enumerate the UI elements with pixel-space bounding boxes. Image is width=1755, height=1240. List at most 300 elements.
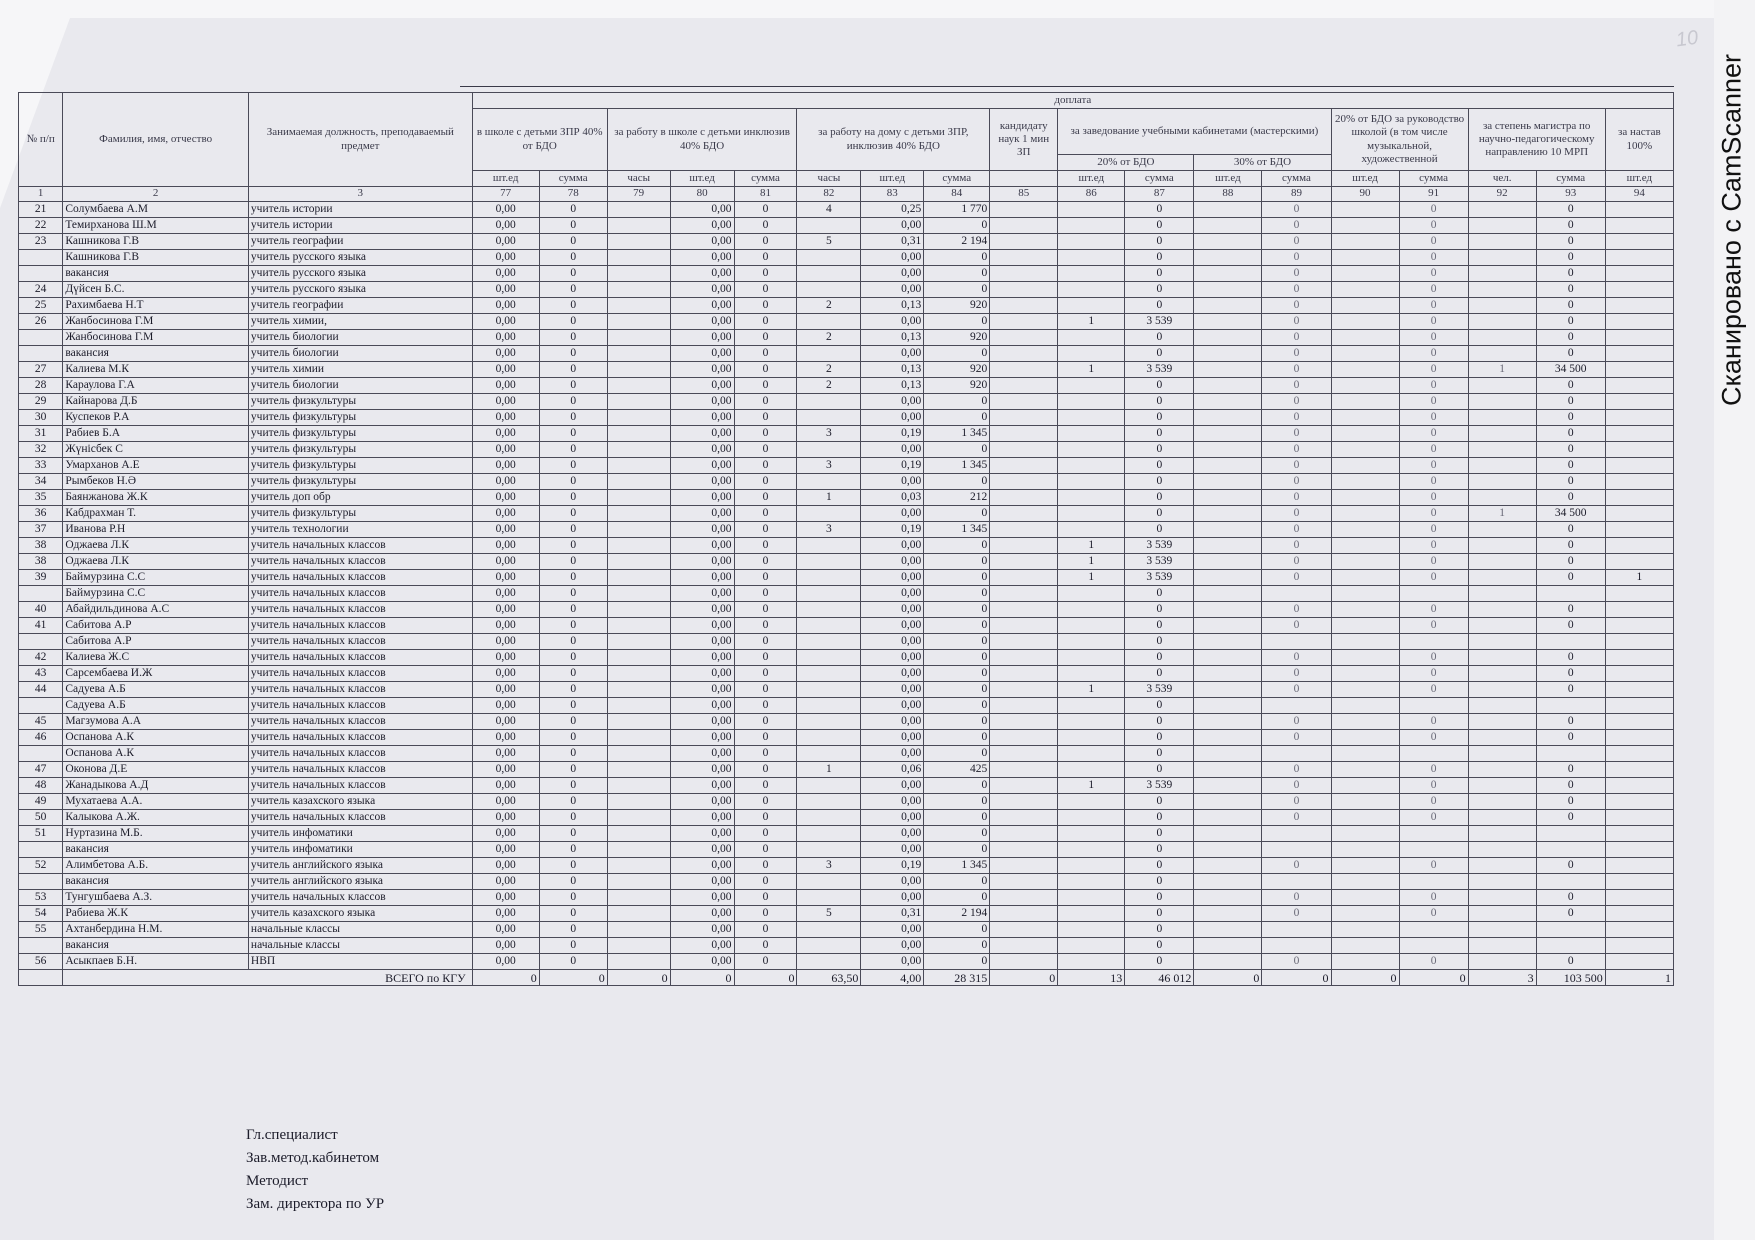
value-cell: 0 xyxy=(924,666,990,682)
value-cell: 0,00 xyxy=(670,842,734,858)
value-cell: 0 xyxy=(539,842,607,858)
value-cell xyxy=(1605,602,1673,618)
value-cell: 0 xyxy=(1262,906,1331,922)
value-cell xyxy=(1536,826,1605,842)
value-cell xyxy=(1468,250,1536,266)
value-cell: 0 xyxy=(734,810,797,826)
position-cell: учитель технологии xyxy=(248,522,472,538)
value-cell: 0 xyxy=(539,682,607,698)
value-cell: 0 xyxy=(924,650,990,666)
value-cell: 0 xyxy=(924,586,990,602)
value-cell: 0,00 xyxy=(472,378,539,394)
value-cell: 0 xyxy=(539,586,607,602)
value-cell: 0,00 xyxy=(861,810,924,826)
value-cell: 0 xyxy=(924,538,990,554)
value-cell xyxy=(1194,250,1262,266)
value-cell xyxy=(1605,282,1673,298)
value-cell: 0,00 xyxy=(670,314,734,330)
value-cell xyxy=(1058,810,1125,826)
value-cell xyxy=(1194,890,1262,906)
value-cell: 0 xyxy=(1262,346,1331,362)
value-cell: 0 xyxy=(539,922,607,938)
value-cell xyxy=(1331,394,1399,410)
value-cell: 0 xyxy=(1125,634,1194,650)
value-cell xyxy=(1605,362,1673,378)
value-cell xyxy=(1194,442,1262,458)
value-cell: 0,00 xyxy=(472,746,539,762)
value-cell: 0 xyxy=(924,442,990,458)
value-cell: 0,00 xyxy=(472,506,539,522)
position-cell: учитель начальных классов xyxy=(248,698,472,714)
table-row xyxy=(19,682,1674,698)
value-cell xyxy=(1331,538,1399,554)
value-cell: 0 xyxy=(1399,506,1468,522)
value-cell xyxy=(1331,794,1399,810)
value-cell xyxy=(797,922,861,938)
value-cell: 0,19 xyxy=(861,426,924,442)
header-g4: кандидату наук 1 мин ЗП xyxy=(990,109,1058,171)
row-number: 38 xyxy=(19,554,63,570)
table-row xyxy=(19,906,1674,922)
table-row xyxy=(19,874,1674,890)
value-cell xyxy=(607,714,670,730)
value-cell: 0 xyxy=(1125,890,1194,906)
value-cell: 0 xyxy=(1125,602,1194,618)
value-cell: 0 xyxy=(1262,730,1331,746)
value-cell xyxy=(1058,666,1125,682)
value-cell: 0 xyxy=(1536,394,1605,410)
value-cell xyxy=(990,442,1058,458)
value-cell xyxy=(1058,586,1125,602)
value-cell xyxy=(990,314,1058,330)
total-cell: 103 500 xyxy=(1536,970,1605,986)
value-cell: 0 xyxy=(924,954,990,970)
value-cell: 0 xyxy=(1262,234,1331,250)
value-cell: 0 xyxy=(539,458,607,474)
value-cell: 0 xyxy=(1262,394,1331,410)
value-cell: 0 xyxy=(1262,410,1331,426)
value-cell xyxy=(797,266,861,282)
value-cell: 0 xyxy=(539,746,607,762)
value-cell xyxy=(797,682,861,698)
value-cell: 0 xyxy=(1262,522,1331,538)
value-cell xyxy=(990,458,1058,474)
value-cell xyxy=(1399,586,1468,602)
value-cell xyxy=(1605,298,1673,314)
value-cell: 0 xyxy=(1399,682,1468,698)
value-cell: 0 xyxy=(1536,682,1605,698)
row-number: 50 xyxy=(19,810,63,826)
value-cell: 0 xyxy=(539,538,607,554)
value-cell xyxy=(1058,826,1125,842)
row-number: 31 xyxy=(19,426,63,442)
value-cell xyxy=(1058,522,1125,538)
column-number: 80 xyxy=(670,187,734,202)
value-cell: 0,00 xyxy=(861,874,924,890)
employee-name: Сабитова А.Р xyxy=(63,634,249,650)
row-number: 39 xyxy=(19,570,63,586)
value-cell: 0 xyxy=(1536,762,1605,778)
value-cell: 0 xyxy=(539,314,607,330)
value-cell: 0,00 xyxy=(861,714,924,730)
value-cell: 0,00 xyxy=(472,682,539,698)
value-cell xyxy=(990,794,1058,810)
value-cell: 0 xyxy=(1536,266,1605,282)
value-cell: 0 xyxy=(734,650,797,666)
value-cell xyxy=(1399,826,1468,842)
value-cell: 0 xyxy=(539,474,607,490)
value-cell: 0 xyxy=(1262,890,1331,906)
value-cell: 0 xyxy=(734,442,797,458)
value-cell: 0 xyxy=(539,234,607,250)
value-cell: 0 xyxy=(539,666,607,682)
value-cell: 5 xyxy=(797,906,861,922)
value-cell: 212 xyxy=(924,490,990,506)
value-cell xyxy=(1468,346,1536,362)
value-cell xyxy=(1262,922,1331,938)
value-cell: 0 xyxy=(924,266,990,282)
value-cell: 920 xyxy=(924,330,990,346)
scan-border xyxy=(0,0,1714,18)
value-cell: 0 xyxy=(1125,698,1194,714)
value-cell: 1 xyxy=(1058,682,1125,698)
employee-name: Кабдрахман Т. xyxy=(63,506,249,522)
value-cell: 0 xyxy=(1262,330,1331,346)
value-cell xyxy=(1194,634,1262,650)
subheader-cell: шт.ед xyxy=(1194,171,1262,187)
value-cell: 0 xyxy=(734,250,797,266)
value-cell: 0,00 xyxy=(861,442,924,458)
position-cell: учитель биологии xyxy=(248,330,472,346)
value-cell: 0 xyxy=(539,266,607,282)
value-cell xyxy=(797,890,861,906)
value-cell xyxy=(990,234,1058,250)
value-cell: 0 xyxy=(1125,858,1194,874)
value-cell: 0 xyxy=(1399,202,1468,218)
value-cell xyxy=(607,522,670,538)
header-g5: за заведование учебными кабинетами (мастерскими) xyxy=(1058,109,1331,155)
value-cell: 0,00 xyxy=(472,490,539,506)
value-cell xyxy=(1605,202,1673,218)
value-cell: 0 xyxy=(1536,538,1605,554)
value-cell: 0 xyxy=(734,362,797,378)
value-cell xyxy=(1331,554,1399,570)
value-cell: 0,00 xyxy=(670,714,734,730)
value-cell: 0 xyxy=(734,378,797,394)
value-cell: 0,00 xyxy=(472,826,539,842)
column-number: 79 xyxy=(607,187,670,202)
value-cell: 0 xyxy=(1399,490,1468,506)
value-cell: 1 xyxy=(797,762,861,778)
value-cell: 3 539 xyxy=(1125,314,1194,330)
value-cell xyxy=(1331,762,1399,778)
value-cell xyxy=(990,250,1058,266)
value-cell xyxy=(1058,202,1125,218)
value-cell xyxy=(1194,522,1262,538)
value-cell: 0 xyxy=(1399,554,1468,570)
value-cell: 0 xyxy=(1262,570,1331,586)
value-cell xyxy=(607,826,670,842)
value-cell: 0,00 xyxy=(472,842,539,858)
value-cell: 0,00 xyxy=(861,554,924,570)
value-cell xyxy=(1331,906,1399,922)
position-cell: учитель начальных классов xyxy=(248,778,472,794)
value-cell: 0,00 xyxy=(670,218,734,234)
position-cell: учитель начальных классов xyxy=(248,602,472,618)
value-cell xyxy=(990,202,1058,218)
table-row xyxy=(19,842,1674,858)
value-cell: 0 xyxy=(1399,282,1468,298)
value-cell xyxy=(1058,266,1125,282)
value-cell: 0 xyxy=(1125,906,1194,922)
value-cell xyxy=(1399,874,1468,890)
position-cell: учитель русского языка xyxy=(248,282,472,298)
value-cell xyxy=(1262,826,1331,842)
value-cell: 0,00 xyxy=(472,618,539,634)
value-cell: 0 xyxy=(924,826,990,842)
value-cell xyxy=(1605,346,1673,362)
value-cell: 0 xyxy=(1399,794,1468,810)
value-cell: 0,00 xyxy=(472,954,539,970)
position-cell: учитель начальных классов xyxy=(248,746,472,762)
value-cell: 0 xyxy=(1399,474,1468,490)
signature-line: Зав.метод.кабинетом xyxy=(246,1150,380,1166)
value-cell: 0 xyxy=(1262,810,1331,826)
value-cell xyxy=(607,666,670,682)
column-number: 81 xyxy=(734,187,797,202)
value-cell: 0,00 xyxy=(670,506,734,522)
value-cell xyxy=(1605,746,1673,762)
table-row xyxy=(19,298,1674,314)
value-cell xyxy=(1605,266,1673,282)
value-cell: 0 xyxy=(924,570,990,586)
value-cell xyxy=(607,778,670,794)
value-cell xyxy=(1468,906,1536,922)
subheader-cell: шт.ед xyxy=(1331,171,1399,187)
value-cell: 0,13 xyxy=(861,362,924,378)
value-cell xyxy=(607,282,670,298)
employee-name: Рабиева Ж.К xyxy=(63,906,249,922)
employee-name: Солумбаева А.М xyxy=(63,202,249,218)
value-cell xyxy=(1468,730,1536,746)
value-cell xyxy=(1605,842,1673,858)
table-row xyxy=(19,618,1674,634)
value-cell xyxy=(1331,282,1399,298)
value-cell: 1 xyxy=(1468,362,1536,378)
value-cell xyxy=(1058,954,1125,970)
value-cell: 0 xyxy=(539,778,607,794)
employee-name: Тунгушбаева А.З. xyxy=(63,890,249,906)
total-cell: 0 xyxy=(607,970,670,986)
total-cell: 3 xyxy=(1468,970,1536,986)
value-cell xyxy=(1468,842,1536,858)
value-cell xyxy=(1536,586,1605,602)
value-cell: 0,00 xyxy=(861,218,924,234)
value-cell xyxy=(1331,874,1399,890)
value-cell: 0 xyxy=(539,794,607,810)
value-cell: 0 xyxy=(734,474,797,490)
value-cell: 0,00 xyxy=(670,410,734,426)
value-cell xyxy=(1194,682,1262,698)
value-cell: 0,00 xyxy=(670,682,734,698)
total-cell: 28 315 xyxy=(924,970,990,986)
value-cell: 0,00 xyxy=(861,266,924,282)
subheader-cell: сумма xyxy=(1536,171,1605,187)
value-cell xyxy=(990,842,1058,858)
value-cell: 0,13 xyxy=(861,298,924,314)
value-cell xyxy=(607,330,670,346)
column-number: 85 xyxy=(990,187,1058,202)
value-cell: 0 xyxy=(734,570,797,586)
value-cell xyxy=(1605,890,1673,906)
column-number: 1 xyxy=(19,187,63,202)
position-cell: учитель начальных классов xyxy=(248,810,472,826)
total-cell: 0 xyxy=(734,970,797,986)
value-cell: 0,00 xyxy=(861,666,924,682)
value-cell: 0,00 xyxy=(670,778,734,794)
value-cell xyxy=(1262,842,1331,858)
value-cell xyxy=(990,730,1058,746)
employee-name: вакансия xyxy=(63,842,249,858)
signatures xyxy=(246,1124,384,1216)
value-cell: 1 345 xyxy=(924,522,990,538)
value-cell: 0,00 xyxy=(670,442,734,458)
value-cell xyxy=(1331,202,1399,218)
row-number: 29 xyxy=(19,394,63,410)
value-cell: 0 xyxy=(924,714,990,730)
value-cell: 0 xyxy=(924,506,990,522)
value-cell: 0 xyxy=(924,874,990,890)
column-number: 84 xyxy=(924,187,990,202)
value-cell: 0 xyxy=(734,794,797,810)
value-cell: 0 xyxy=(1399,346,1468,362)
row-number: 23 xyxy=(19,234,63,250)
value-cell xyxy=(1331,650,1399,666)
value-cell xyxy=(1194,314,1262,330)
value-cell xyxy=(1194,858,1262,874)
value-cell xyxy=(1331,714,1399,730)
value-cell xyxy=(1331,842,1399,858)
value-cell: 0,00 xyxy=(670,554,734,570)
subheader-cell: шт.ед xyxy=(1058,171,1125,187)
value-cell xyxy=(1194,362,1262,378)
value-cell: 0,00 xyxy=(472,698,539,714)
value-cell xyxy=(1331,522,1399,538)
value-cell: 0 xyxy=(1536,410,1605,426)
value-cell xyxy=(1399,842,1468,858)
position-cell: учитель физкультуры xyxy=(248,426,472,442)
value-cell: 0,00 xyxy=(670,906,734,922)
value-cell: 0 xyxy=(1125,650,1194,666)
value-cell: 0 xyxy=(1125,474,1194,490)
value-cell xyxy=(1468,810,1536,826)
value-cell xyxy=(1194,730,1262,746)
employee-name: Баянжанова Ж.К xyxy=(63,490,249,506)
employee-name: Иванова Р.Н xyxy=(63,522,249,538)
value-cell xyxy=(990,922,1058,938)
value-cell: 0 xyxy=(1125,874,1194,890)
table-row xyxy=(19,938,1674,954)
value-cell: 0 xyxy=(539,874,607,890)
value-cell: 0,00 xyxy=(472,250,539,266)
employee-name: Садуева А.Б xyxy=(63,682,249,698)
row-number: 44 xyxy=(19,682,63,698)
value-cell xyxy=(1194,378,1262,394)
value-cell: 1 345 xyxy=(924,858,990,874)
value-cell: 0,00 xyxy=(472,426,539,442)
value-cell xyxy=(1058,794,1125,810)
value-cell xyxy=(1331,730,1399,746)
value-cell xyxy=(1331,858,1399,874)
value-cell: 0 xyxy=(1125,378,1194,394)
value-cell: 0 xyxy=(1536,490,1605,506)
value-cell: 0 xyxy=(734,458,797,474)
value-cell: 0 xyxy=(1399,618,1468,634)
value-cell: 0 xyxy=(924,634,990,650)
value-cell: 0,00 xyxy=(472,762,539,778)
total-cell: 63,50 xyxy=(797,970,861,986)
row-number: 40 xyxy=(19,602,63,618)
value-cell: 0 xyxy=(1125,218,1194,234)
value-cell: 0,00 xyxy=(472,522,539,538)
camscanner-label: Сканировано с CamScanner xyxy=(1716,53,1747,407)
row-number: 48 xyxy=(19,778,63,794)
subheader-cell: сумма xyxy=(924,171,990,187)
row-number xyxy=(19,586,63,602)
value-cell: 0,00 xyxy=(861,346,924,362)
position-cell: учитель истории xyxy=(248,202,472,218)
value-cell xyxy=(797,282,861,298)
employee-name: вакансия xyxy=(63,874,249,890)
column-number: 78 xyxy=(539,187,607,202)
value-cell: 0 xyxy=(734,730,797,746)
row-number: 55 xyxy=(19,922,63,938)
value-cell: 0 xyxy=(1399,426,1468,442)
value-cell: 0 xyxy=(924,746,990,762)
value-cell: 0 xyxy=(734,826,797,842)
value-cell: 0 xyxy=(1536,618,1605,634)
value-cell xyxy=(1194,474,1262,490)
value-cell: 0,00 xyxy=(670,250,734,266)
subheader-cell: сумма xyxy=(1399,171,1468,187)
row-number: 47 xyxy=(19,762,63,778)
value-cell: 0 xyxy=(924,218,990,234)
value-cell xyxy=(607,746,670,762)
value-cell xyxy=(1331,778,1399,794)
value-cell xyxy=(1331,938,1399,954)
signature-line: Зам. директора по УР xyxy=(246,1196,385,1212)
value-cell: 0,00 xyxy=(861,778,924,794)
total-cell: 0 xyxy=(1194,970,1262,986)
table-row xyxy=(19,314,1674,330)
value-cell xyxy=(1605,538,1673,554)
value-cell: 0 xyxy=(734,426,797,442)
value-cell: 0 xyxy=(734,922,797,938)
value-cell xyxy=(1331,474,1399,490)
subheader-cell: шт.ед xyxy=(670,171,734,187)
table-row xyxy=(19,282,1674,298)
value-cell xyxy=(1468,442,1536,458)
employee-name: вакансия xyxy=(63,346,249,362)
value-cell xyxy=(1058,602,1125,618)
value-cell: 0,00 xyxy=(670,746,734,762)
value-cell xyxy=(1605,954,1673,970)
value-cell xyxy=(797,650,861,666)
value-cell: 0 xyxy=(1262,794,1331,810)
total-cell: 0 xyxy=(990,970,1058,986)
value-cell xyxy=(1331,506,1399,522)
value-cell xyxy=(1194,490,1262,506)
